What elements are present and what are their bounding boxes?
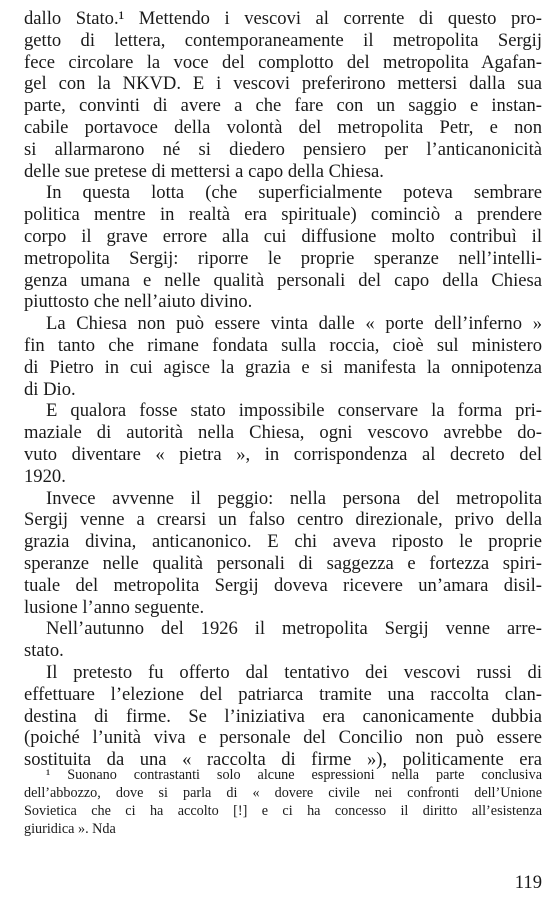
page-number: 119 (514, 872, 542, 893)
footnote-line: Sovietica che ci ha accolto [!] e ci ha concesso il diritto all’esistenza (24, 803, 542, 819)
footnote-line: giuridica ». Nda (24, 821, 116, 837)
text-line: destina di firme. Se l’iniziativa era canonicamente dubbia (24, 705, 542, 727)
text-line: metropolita Sergij: riporre le proprie speranze nell’intelli- (24, 247, 542, 269)
text-line: vuto diventare « pietra », in corrispondenza al decreto del (24, 443, 542, 465)
text-line: fin tanto che rimane fondata sulla roccia, cioè sul ministero (24, 334, 542, 356)
text-line: (poiché l’unità viva e personale del Concilio non può essere (24, 727, 542, 749)
text-line: gel con la NKVD. E i vescovi preferirono mettersi dalla sua (24, 73, 542, 95)
text-line: delle sue pretese di mettersi a capo della Chiesa. (24, 160, 384, 182)
text-line: tuale del metropolita Sergij doveva ricevere un’amara disil- (24, 574, 542, 596)
text-line: In questa lotta (che superficialmente poteva sembrare (46, 182, 542, 204)
text-line: 1920. (24, 465, 66, 487)
footnote-line: ¹ Suonano contrastanti solo alcune espressioni nella parte conclusiva (46, 767, 542, 783)
text-line: getto di lettera, contemporaneamente il metropolita Sergij (24, 29, 542, 51)
text-line: E qualora fosse stato impossibile conservare la forma pri- (46, 400, 542, 422)
footnote-line: dell’abbozzo, dove si parla di « dovere civile nei confronti dell’Unione (24, 785, 542, 801)
text-line: parte, convinti di avere a che fare con un saggio e instan- (24, 95, 542, 117)
text-line: dallo Stato.¹ Mettendo i vescovi al corrente di questo pro- (24, 8, 542, 29)
text-line: lusione l’anno seguente. (24, 596, 205, 618)
text-line: si allarmarono né si diedero pensiero per l’anticanonicità (24, 138, 542, 160)
text-line: di Dio. (24, 378, 76, 400)
body-text (24, 8, 542, 771)
text-line: maziale di autorità nella Chiesa, ogni vescovo avrebbe do- (24, 422, 542, 444)
text-line: cabile portavoce della volontà del metropolita Petr, e non (24, 116, 542, 138)
text-line: fece circolare la voce del complotto del metropolita Agafan- (24, 51, 542, 73)
text-line: genza umana e nelle qualità personali del capo della Chiesa (24, 269, 542, 291)
text-line: effettuare l’elezione del patriarca tramite una raccolta clan- (24, 683, 542, 705)
text-line: piuttosto che nell’aiuto divino. (24, 291, 253, 313)
text-line: La Chiesa non può essere vinta dalle « porte dell’inferno » (46, 313, 542, 335)
text-line: Invece avvenne il peggio: nella persona del metropolita (46, 487, 542, 509)
text-line: Sergij venne a crearsi un falso centro direzionale, privo della (24, 509, 542, 531)
text-line: corpo il grave errore alla cui diffusione molto contribuì il (24, 225, 542, 247)
footnote (24, 766, 542, 838)
text-line: Nell’autunno del 1926 il metropolita Sergij venne arre- (46, 618, 542, 640)
text-line: stato. (24, 640, 64, 662)
text-line: sostituita da una « raccolta di firme »), politicamente era (24, 749, 542, 771)
text-line: politica mentre in realtà era spirituale) cominciò a prendere (24, 204, 542, 226)
text-line: grazia divina, anticanonico. E chi aveva riposto le proprie (24, 531, 542, 553)
text-line: speranze nelle qualità personali di saggezza e fortezza spiri- (24, 552, 542, 574)
text-line: di Pietro in cui agisce la grazia e si manifesta la onnipotenza (24, 356, 542, 378)
text-line: Il pretesto fu offerto dal tentativo dei vescovi russi di (46, 661, 542, 683)
